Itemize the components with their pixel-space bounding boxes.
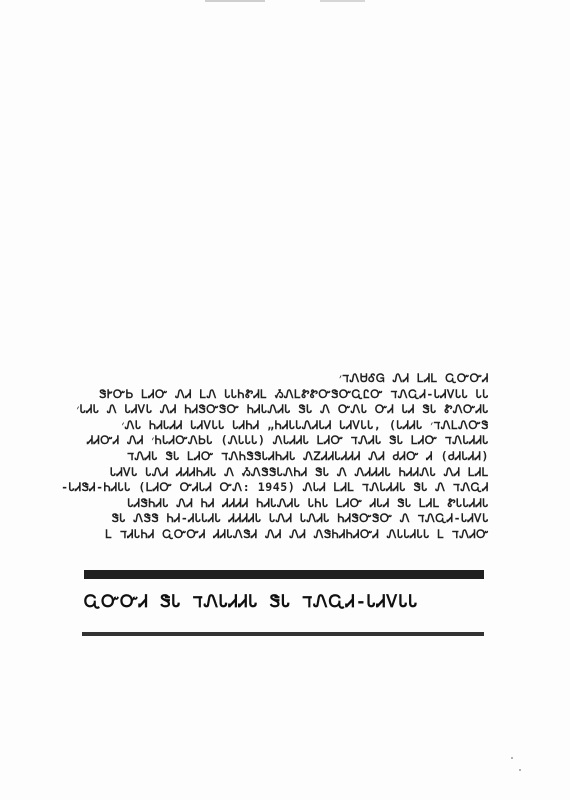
scan-edge-mark (320, 0, 365, 2)
body-line: ᏓᏗᏕᏗ-ᏂᏗᏓᏓ (ᏞᏗᏅ ᏅᏗᏓᏗ ᏅᏁ: 1945) ᏁᏓᏗ ᏞᏗᏞ ℸᏁᏓᏗᏗᏓ ᏕᏓ Ꮑ ℸᏁᏩᏗ- (61, 480, 489, 495)
body-line: ᏓᏗᏕᏂᏗᏓ ᏁᏗ ᏂᏗ ᏗᏗᏗᏗ ᏂᏗᏓᏁᏗᏓ ᏓᏂᏓ ᏞᏗᏅ ᏗᏓᏗ ᏕᏓ ᏞᏗᏞ ᏑᏓᏓᏗᏗᏓ (127, 495, 489, 510)
body-line: ᏕᏓ ᏁᏕᏕ ᏂᏗ-ᏗᏓᏓᏗᏓ ᏗᏗᏗᏗᏓ ᏓᏁᏗ ᏓᏁᏗᏓ ᏂᏗᏕᏅᏕᏅ Ꮑ ℸᏁᏩᏗ-ᏓᏗᏙᏓ (111, 511, 489, 526)
body-line: ℸᏁᏗᏓ ᏕᏓ ᏞᏗᏅ ℸᏁᏂᏕᏕᏓᏗᏂᏗᏓ ᏁᏃᏗᏗᏓᏗᏗᏗ ᏁᏗ ᏧᏗᏅ Ꮧ (ᏧᏗᏓᏗᏗ) (127, 448, 489, 463)
section-heading: ᏩᏅᏅᏗ ᏕᏓ ℸᏁᏓᏗᏗᏓ ᏕᏓ ℸᏁᏩᏗ-ᏓᏗᏙᏓᏓ (84, 592, 419, 612)
body-text (61, 371, 489, 543)
heading-bottom-rule (82, 632, 484, 636)
heading-top-rule (84, 570, 484, 579)
scan-speck (511, 757, 513, 759)
body-line: ℸᏁᏞᏁᏅᏕ׳ ᏁᏓ ᏂᏗᏓᏗᏗ ᏓᏗᏙᏓᏓ ᏓᏗᏂᏗ „ᏂᏗᏓᏓᏁᏗᏓᏗ ᏓᏗᏙᏓᏓ‚ (ᏓᏗᏗᏓ׳ (121, 417, 489, 432)
body-line: ᏓᏗᏙᏓ ᏓᏁᏗ ᏗᏗᏗᏂᏗᏓ Ꮑ ᏱᏁᏕᏕᏓᏁᏂᏗ ᏕᏓ Ꮑ ᏁᏗᏗᏗᏓ ᏂᏗᏗᏁᏓ ᏁᏗ ᏞᏗᏞ (110, 464, 489, 479)
body-line: ᏓᏗᏓ Ꮑ ᏓᏗᏙᏓ ᏁᏗ ᏂᏗᏕᏅᏕᏅ ᏂᏗᏓᏁᏗᏓ ᏕᏓ Ꮑ ᏅᏁᏓ ᏅᏗ ᏓᏗ ᏕᏓ ᏑᏁᏅᏗᏓ׳ (76, 402, 489, 417)
body-line: ᏂᏓᏗᏅᏁᏏᏓ (ᏁᏓᏓᏓ) ᏁᏓᏗᏗᏓ ᏞᏗᏅ ℸᏁᏗᏓ ᏕᏓ ᏞᏗᏅ ℸᏁᏓᏗᏗᏓ׳ ᏗᏗᏅᏗ ᏁᏗ (87, 433, 489, 448)
body-line: ᏕᎨᏅᏏ ᏞᏗᏅ ᏁᏗ ᏞᏁ ᏓᏓᏂᏑᏗᏞ ᏱᏁᏞᏑᏑᏅᏕᏅᏩᏝᏅ ℸᏁᏩᏗ-ᏓᏗᏙᏓᏓ ᏓᏓ (99, 386, 489, 401)
body-line: Ꮮ ℸᏗᏓᏂᏗ ᏩᏅᏅᏗ ᏗᏗᏓᏁᏕᏗ ᏁᏗ ᏁᏗ ᏁᏕᏂᏗᏂᏗᏅᏗ ᏁᏓᏓᏗᏓᏓ Ꮮ ℸᏁᏗᏅ (105, 526, 489, 541)
scan-speck (519, 769, 521, 771)
scan-edge-mark (205, 0, 265, 2)
body-line: ℸᏁᏌᎴᏀ ᏁᏗ ᏞᏗᏞ ᏩᏅᏅᏗ׳ (339, 371, 489, 385)
